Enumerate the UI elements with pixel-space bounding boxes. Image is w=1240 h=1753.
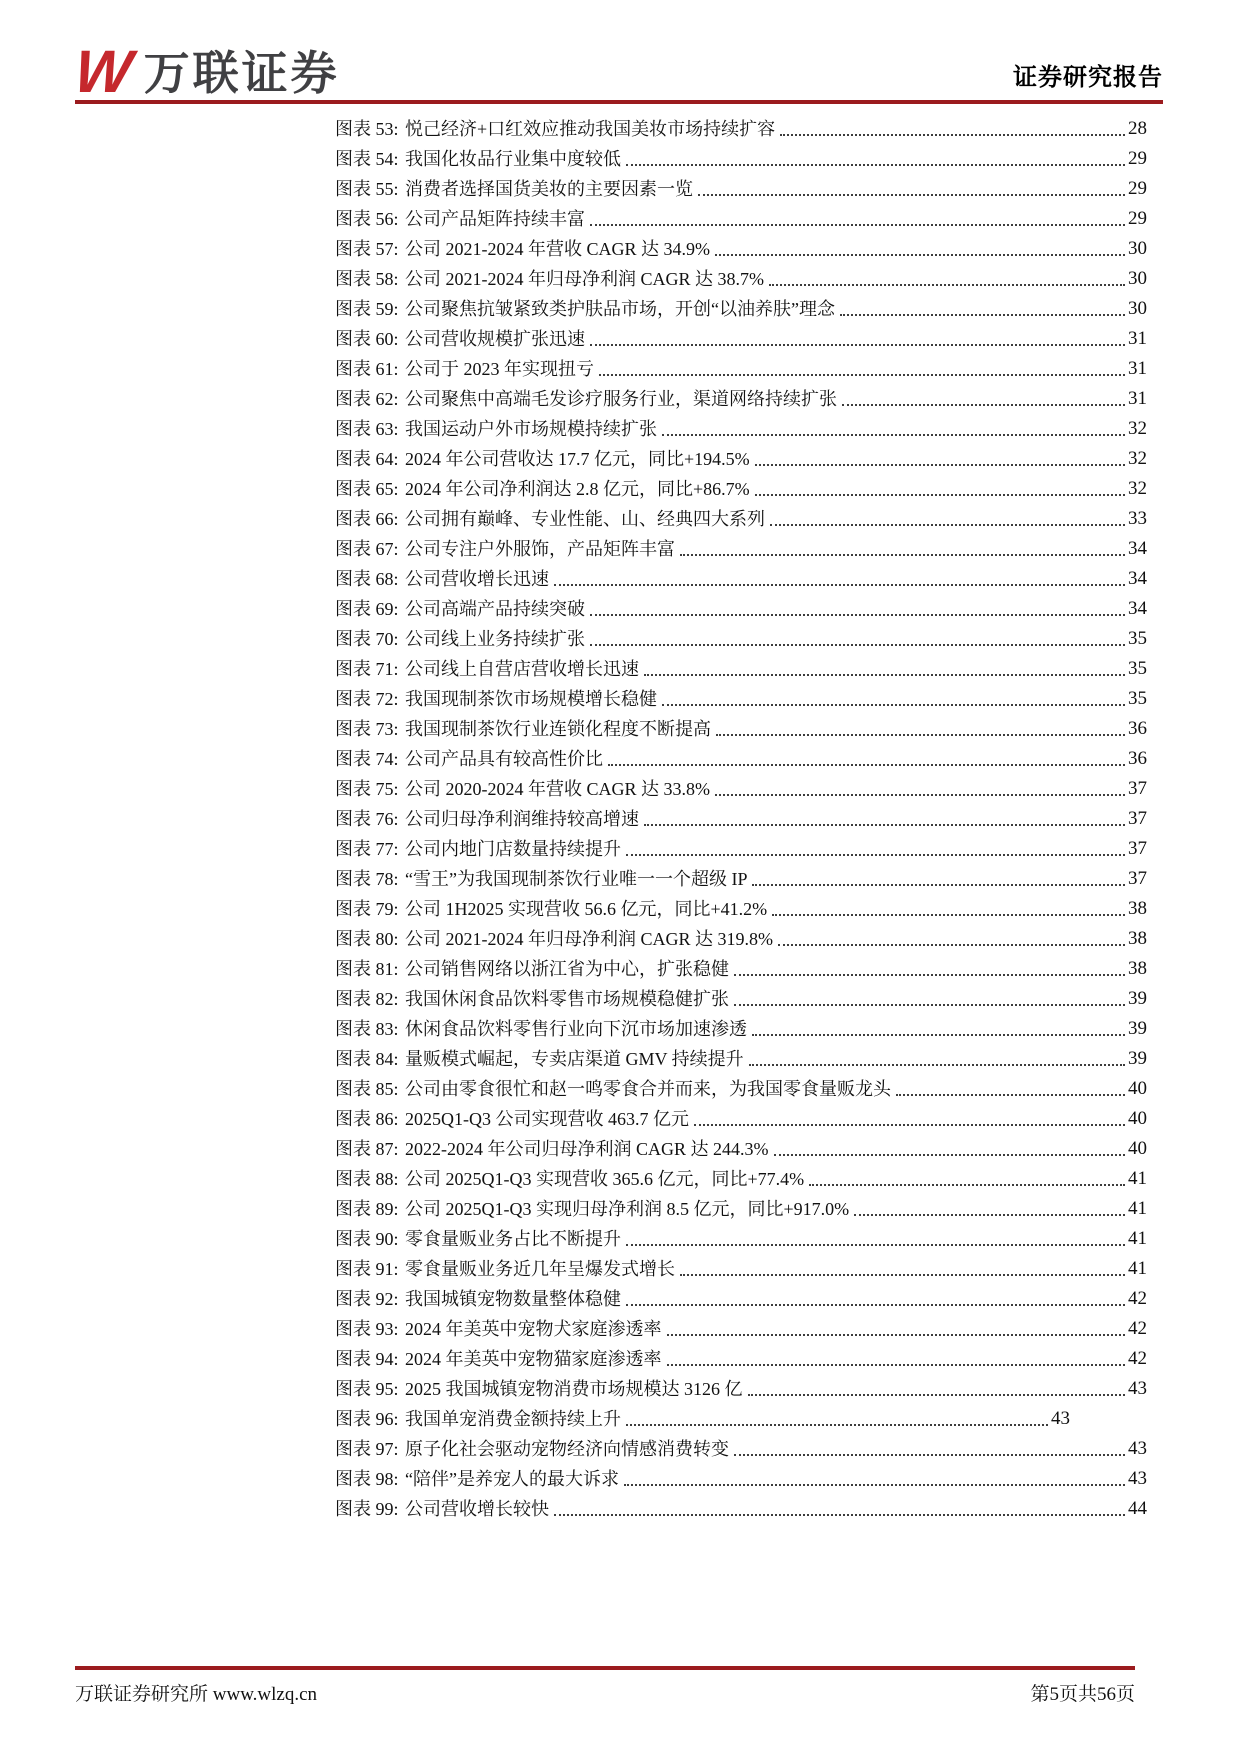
toc-leader-dots	[854, 1194, 1125, 1216]
toc-entry-title: 公司产品具有较高性价比	[405, 749, 603, 769]
toc-leader-dots	[716, 714, 1125, 736]
toc-leader-dots	[624, 1464, 1125, 1486]
toc-leader-dots	[748, 1374, 1126, 1396]
wanlian-logo-text: 万联证券	[143, 47, 340, 100]
toc-entry-label: 图表 59:	[335, 299, 399, 319]
toc-entry[interactable]	[335, 1404, 1147, 1434]
toc-entry-page: 32	[1128, 418, 1147, 439]
toc-entry-title: 公司营收规模扩张迅速	[405, 329, 585, 349]
toc-entry-page: 34	[1128, 538, 1147, 559]
toc-entry-page: 29	[1128, 178, 1147, 199]
toc-entry-title: 公司 2021-2024 年营收 CAGR 达 34.9%	[405, 239, 710, 259]
toc-entry[interactable]	[335, 1104, 1147, 1134]
toc-entry[interactable]	[335, 534, 1147, 564]
toc-entry-page: 38	[1128, 928, 1147, 949]
toc-entry-label: 图表 57:	[335, 239, 399, 259]
toc-entry[interactable]	[335, 1074, 1147, 1104]
toc-entry-title: 公司 2025Q1-Q3 实现营收 365.6 亿元，同比+77.4%	[405, 1169, 805, 1189]
toc-entry-title: 我国单宠消费金额持续上升	[405, 1409, 621, 1429]
toc-entry-title: 2025 我国城镇宠物消费市场规模达 3126 亿	[405, 1379, 743, 1399]
toc-leader-dots	[626, 144, 1125, 166]
toc-entry[interactable]	[335, 1284, 1147, 1314]
toc-entry-title: 公司 2021-2024 年归母净利润 CAGR 达 38.7%	[405, 269, 764, 289]
toc-leader-dots	[644, 654, 1125, 676]
toc-leader-dots	[715, 234, 1125, 256]
toc-entry-title: 我国现制茶饮市场规模增长稳健	[405, 689, 657, 709]
toc-leader-dots	[680, 534, 1125, 556]
toc-entry[interactable]	[335, 114, 1147, 144]
toc-leader-dots	[662, 414, 1125, 436]
toc-leader-dots	[608, 744, 1125, 766]
toc-leader-dots	[590, 204, 1125, 226]
toc-leader-dots	[590, 624, 1125, 646]
toc-entry-label: 图表 54:	[335, 149, 399, 169]
toc-entry-label: 图表 56:	[335, 209, 399, 229]
toc-entry-title: 零食量贩业务近几年呈爆发式增长	[405, 1259, 675, 1279]
toc-entry[interactable]	[335, 954, 1147, 984]
toc-entry-page: 38	[1128, 958, 1147, 979]
toc-entry-title: 公司聚焦中高端毛发诊疗服务行业，渠道网络持续扩张	[405, 389, 837, 409]
toc-entry-label: 图表 94:	[335, 1349, 399, 1369]
toc-entry-label: 图表 76:	[335, 809, 399, 829]
toc-entry-page: 35	[1128, 628, 1147, 649]
toc-entry[interactable]	[335, 714, 1147, 744]
toc-leader-dots	[694, 1104, 1125, 1126]
toc-entry-label: 图表 98:	[335, 1469, 399, 1489]
toc-entry-title: 消费者选择国货美妆的主要因素一览	[405, 179, 693, 199]
toc-entry-label: 图表 65:	[335, 479, 399, 499]
toc-entry-label: 图表 60:	[335, 329, 399, 349]
toc-entry-label: 图表 74:	[335, 749, 399, 769]
toc-leader-dots	[554, 1494, 1125, 1516]
toc-entry[interactable]	[335, 564, 1147, 594]
toc-entry-title: 我国化妆品行业集中度较低	[405, 149, 621, 169]
toc-leader-dots	[749, 1044, 1125, 1066]
toc-leader-dots	[755, 474, 1125, 496]
toc-entry-title: 公司 1H2025 实现营收 56.6 亿元，同比+41.2%	[405, 899, 768, 919]
toc-entry-label: 图表 73:	[335, 719, 399, 739]
toc-entry-label: 图表 80:	[335, 929, 399, 949]
toc-entry[interactable]	[335, 1014, 1147, 1044]
toc-leader-dots	[752, 1014, 1125, 1036]
toc-entry-page: 29	[1128, 148, 1147, 169]
toc-entry[interactable]	[335, 1464, 1147, 1494]
toc-leader-dots	[896, 1074, 1125, 1096]
toc-entry-label: 图表 75:	[335, 779, 399, 799]
toc-entry-title: 公司归母净利润维持较高增速	[405, 809, 639, 829]
toc-entry[interactable]	[335, 384, 1147, 414]
footer-org-url: 万联证券研究所 www.wlzq.cn	[75, 1684, 318, 1705]
toc-entry-label: 图表 83:	[335, 1019, 399, 1039]
toc-entry-page: 31	[1128, 328, 1147, 349]
toc-leader-dots	[840, 294, 1125, 316]
toc-entry-page: 39	[1128, 1048, 1147, 1069]
toc-entry-title: 2022-2024 年公司归母净利润 CAGR 达 244.3%	[405, 1139, 769, 1159]
toc-leader-dots	[809, 1164, 1125, 1186]
toc-entry-label: 图表 93:	[335, 1319, 399, 1339]
toc-entry[interactable]	[335, 144, 1147, 174]
toc-entry[interactable]	[335, 504, 1147, 534]
toc-entry-title: 2024 年公司净利润达 2.8 亿元，同比+86.7%	[405, 479, 750, 499]
toc-entry-title: 公司专注户外服饰，产品矩阵丰富	[405, 539, 675, 559]
toc-entry-title: 我国城镇宠物数量整体稳健	[405, 1289, 621, 1309]
toc-leader-dots	[590, 594, 1125, 616]
toc-entry-title: 公司拥有巅峰、专业性能、山、经典四大系列	[405, 509, 765, 529]
toc-leader-dots	[715, 774, 1125, 796]
toc-entry-title: 公司 2025Q1-Q3 实现归母净利润 8.5 亿元，同比+917.0%	[405, 1199, 850, 1219]
toc-entry-page: 40	[1128, 1108, 1147, 1129]
toc-entry-title: 公司高端产品持续突破	[405, 599, 585, 619]
toc-entry[interactable]	[335, 1374, 1147, 1404]
toc-entry-page: 41	[1128, 1198, 1147, 1219]
toc-entry-page: 38	[1128, 898, 1147, 919]
toc-entry[interactable]	[335, 744, 1147, 774]
toc-leader-dots	[626, 1284, 1125, 1306]
toc-entry-title: 我国休闲食品饮料零售市场规模稳健扩张	[405, 989, 729, 1009]
toc-entry[interactable]	[335, 174, 1147, 204]
toc-entry-title: 原子化社会驱动宠物经济向情感消费转变	[405, 1439, 729, 1459]
toc-entry-page: 42	[1128, 1348, 1147, 1369]
toc-entry-label: 图表 66:	[335, 509, 399, 529]
toc-entry-label: 图表 79:	[335, 899, 399, 919]
toc-entry[interactable]	[335, 804, 1147, 834]
toc-entry[interactable]	[335, 1344, 1147, 1374]
toc-entry-page: 43	[1128, 1468, 1147, 1489]
toc-entry[interactable]	[335, 1254, 1147, 1284]
toc-entry-page: 41	[1128, 1258, 1147, 1279]
toc-entry[interactable]	[335, 444, 1147, 474]
toc-entry-page: 32	[1128, 478, 1147, 499]
toc-entry-title: 休闲食品饮料零售行业向下沉市场加速渗透	[405, 1019, 747, 1039]
toc-entry-label: 图表 55:	[335, 179, 399, 199]
report-type-label: 证券研究报告	[1013, 65, 1163, 91]
toc-entry[interactable]	[335, 864, 1147, 894]
toc-entry[interactable]	[335, 1314, 1147, 1344]
toc-entry-page: 37	[1128, 778, 1147, 799]
toc-entry[interactable]	[335, 1164, 1147, 1194]
toc-entry-title: “雪王”为我国现制茶饮行业唯一一个超级 IP	[405, 869, 748, 889]
toc-entry[interactable]	[335, 1134, 1147, 1164]
toc-entry-label: 图表 99:	[335, 1499, 399, 1519]
wanlian-logo-w-icon: W	[71, 37, 136, 105]
toc-entry-label: 图表 72:	[335, 689, 399, 709]
toc-entry-label: 图表 89:	[335, 1199, 399, 1219]
toc-entry[interactable]	[335, 834, 1147, 864]
toc-entry-title: 量贩模式崛起，专卖店渠道 GMV 持续提升	[405, 1049, 744, 1069]
toc-entry[interactable]	[335, 1044, 1147, 1074]
toc-entry[interactable]	[335, 1194, 1147, 1224]
toc-entry-page: 35	[1128, 688, 1147, 709]
toc-entry-label: 图表 91:	[335, 1259, 399, 1279]
toc-entry-label: 图表 96:	[335, 1409, 399, 1429]
toc-entry[interactable]	[335, 1224, 1147, 1254]
toc-entry[interactable]	[335, 594, 1147, 624]
toc-entry-page: 35	[1128, 658, 1147, 679]
toc-entry-title: 公司销售网络以浙江省为中心，扩张稳健	[405, 959, 729, 979]
wanlian-logo	[71, 37, 340, 105]
toc-entry[interactable]	[335, 204, 1147, 234]
toc-entry-label: 图表 84:	[335, 1049, 399, 1069]
toc-leader-dots	[667, 1344, 1126, 1366]
toc-entry-title: 2024 年美英中宠物猫家庭渗透率	[405, 1349, 662, 1369]
toc-leader-dots	[626, 1404, 1048, 1426]
toc-entry-page: 37	[1128, 868, 1147, 889]
toc-leader-dots	[755, 444, 1125, 466]
toc-list	[335, 114, 1147, 1524]
toc-leader-dots	[590, 324, 1125, 346]
toc-entry[interactable]	[335, 234, 1147, 264]
toc-entry-page: 43	[1128, 1378, 1147, 1399]
toc-entry-title: 悦己经济+口红效应推动我国美妆市场持续扩容	[405, 119, 776, 139]
toc-leader-dots	[772, 894, 1125, 916]
toc-entry-label: 图表 70:	[335, 629, 399, 649]
toc-entry[interactable]	[335, 1494, 1147, 1524]
toc-entry-title: 公司聚焦抗皱紧致类护肤品市场，开创“以油养肤”理念	[405, 299, 835, 319]
toc-entry-title: 公司营收增长迅速	[405, 569, 549, 589]
toc-entry[interactable]	[335, 1434, 1147, 1464]
toc-entry-page: 30	[1128, 298, 1147, 319]
toc-entry-label: 图表 69:	[335, 599, 399, 619]
toc-leader-dots	[734, 954, 1125, 976]
toc-entry-title: 公司由零食很忙和赵一鸣零食合并而来，为我国零食量贩龙头	[405, 1079, 891, 1099]
toc-entry-title: 公司产品矩阵持续丰富	[405, 209, 585, 229]
toc-entry-title: 公司于 2023 年实现扭亏	[405, 359, 594, 379]
toc-entry[interactable]	[335, 774, 1147, 804]
page-header	[71, 36, 1163, 105]
toc-leader-dots	[644, 804, 1125, 826]
toc-entry-page: 40	[1128, 1138, 1147, 1159]
toc-entry-title: 公司线上业务持续扩张	[405, 629, 585, 649]
toc-entry-label: 图表 82:	[335, 989, 399, 1009]
toc-entry-page: 42	[1128, 1288, 1147, 1309]
toc-entry-title: 公司内地门店数量持续提升	[405, 839, 621, 859]
toc-entry-label: 图表 88:	[335, 1169, 399, 1189]
toc-leader-dots	[662, 684, 1125, 706]
toc-entry-label: 图表 85:	[335, 1079, 399, 1099]
toc-entry[interactable]	[335, 414, 1147, 444]
toc-entry-label: 图表 81:	[335, 959, 399, 979]
toc-entry-title: 公司线上自营店营收增长迅速	[405, 659, 639, 679]
toc-entry-label: 图表 95:	[335, 1379, 399, 1399]
toc-leader-dots	[778, 924, 1125, 946]
toc-entry-label: 图表 86:	[335, 1109, 399, 1129]
toc-entry[interactable]	[335, 684, 1147, 714]
toc-entry-page: 42	[1128, 1318, 1147, 1339]
toc-entry-label: 图表 78:	[335, 869, 399, 889]
toc-entry-title: 2024 年公司营收达 17.7 亿元，同比+194.5%	[405, 449, 750, 469]
toc-leader-dots	[626, 1224, 1125, 1246]
toc-entry-title: 我国运动户外市场规模持续扩张	[405, 419, 657, 439]
toc-leader-dots	[770, 504, 1125, 526]
toc-entry-label: 图表 67:	[335, 539, 399, 559]
toc-entry-page: 41	[1128, 1168, 1147, 1189]
toc-entry-page: 37	[1128, 838, 1147, 859]
toc-entry-page: 32	[1128, 448, 1147, 469]
toc-entry-title: 公司 2020-2024 年营收 CAGR 达 33.8%	[405, 779, 710, 799]
toc-leader-dots	[680, 1254, 1125, 1276]
toc-entry-label: 图表 71:	[335, 659, 399, 679]
toc-entry-page: 41	[1128, 1228, 1147, 1249]
toc-entry[interactable]	[335, 654, 1147, 684]
toc-entry-page: 30	[1128, 268, 1147, 289]
toc-entry[interactable]	[335, 354, 1147, 384]
toc-entry-page: 44	[1128, 1498, 1147, 1519]
toc-entry[interactable]	[335, 324, 1147, 354]
toc-entry-page: 31	[1128, 358, 1147, 379]
toc-entry-page: 40	[1128, 1078, 1147, 1099]
toc-entry-title: 公司营收增长较快	[405, 1499, 549, 1519]
toc-entry[interactable]	[335, 294, 1147, 324]
toc-entry-label: 图表 58:	[335, 269, 399, 289]
toc-entry-page: 43	[1128, 1438, 1147, 1459]
toc-leader-dots	[698, 174, 1125, 196]
toc-entry-page: 30	[1128, 238, 1147, 259]
toc-entry-title: “陪伴”是养宠人的最大诉求	[405, 1469, 619, 1489]
toc-leader-dots	[774, 1134, 1126, 1156]
toc-entry-page: 43	[1051, 1408, 1070, 1429]
toc-leader-dots	[626, 834, 1125, 856]
toc-entry-label: 图表 63:	[335, 419, 399, 439]
toc-entry-page: 33	[1128, 508, 1147, 529]
toc-entry-title: 2025Q1-Q3 公司实现营收 463.7 亿元	[405, 1109, 689, 1129]
toc-leader-dots	[554, 564, 1125, 586]
toc-entry-page: 34	[1128, 568, 1147, 589]
toc-leader-dots	[769, 264, 1125, 286]
toc-leader-dots	[734, 984, 1125, 1006]
toc-entry-label: 图表 87:	[335, 1139, 399, 1159]
toc-entry-label: 图表 61:	[335, 359, 399, 379]
toc-entry-title: 2024 年美英中宠物犬家庭渗透率	[405, 1319, 662, 1339]
toc-entry-title: 公司 2021-2024 年归母净利润 CAGR 达 319.8%	[405, 929, 773, 949]
page-footer	[75, 1666, 1135, 1708]
footer-page-number: 第5页共56页	[1030, 1684, 1135, 1705]
toc-entry-label: 图表 68:	[335, 569, 399, 589]
toc-entry[interactable]	[335, 264, 1147, 294]
toc-leader-dots	[599, 354, 1125, 376]
toc-leader-dots	[734, 1434, 1125, 1456]
toc-entry-label: 图表 62:	[335, 389, 399, 409]
toc-entry-page: 31	[1128, 388, 1147, 409]
toc-entry-title: 我国现制茶饮行业连锁化程度不断提高	[405, 719, 711, 739]
toc-entry[interactable]	[335, 924, 1147, 954]
toc-entry-label: 图表 97:	[335, 1439, 399, 1459]
toc-entry-page: 36	[1128, 718, 1147, 739]
toc-entry[interactable]	[335, 984, 1147, 1014]
toc-entry-title: 零食量贩业务占比不断提升	[405, 1229, 621, 1249]
toc-entry-label: 图表 92:	[335, 1289, 399, 1309]
toc-entry[interactable]	[335, 894, 1147, 924]
toc-entry[interactable]	[335, 474, 1147, 504]
toc-entry-label: 图表 90:	[335, 1229, 399, 1249]
toc-entry-page: 37	[1128, 808, 1147, 829]
toc-leader-dots	[667, 1314, 1126, 1336]
toc-entry-page: 36	[1128, 748, 1147, 769]
toc-entry-label: 图表 64:	[335, 449, 399, 469]
toc-entry-label: 图表 77:	[335, 839, 399, 859]
toc-leader-dots	[752, 864, 1125, 886]
toc-entry-page: 39	[1128, 988, 1147, 1009]
toc-leader-dots	[780, 114, 1125, 136]
toc-entry-page: 29	[1128, 208, 1147, 229]
toc-entry-label: 图表 53:	[335, 119, 399, 139]
toc-entry[interactable]	[335, 624, 1147, 654]
toc-entry-page: 34	[1128, 598, 1147, 619]
toc-leader-dots	[842, 384, 1125, 406]
toc-entry-page: 39	[1128, 1018, 1147, 1039]
toc-entry-page: 28	[1128, 118, 1147, 139]
